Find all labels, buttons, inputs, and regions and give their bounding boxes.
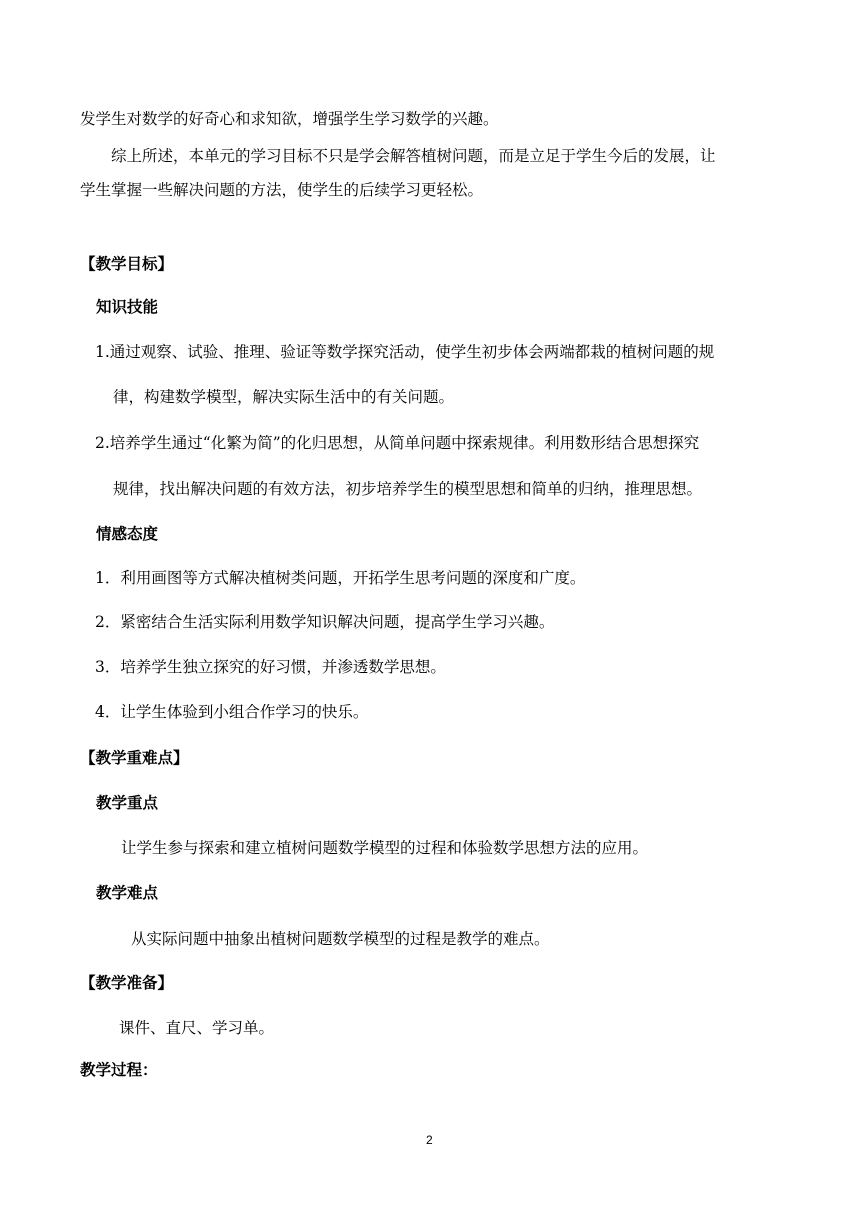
knowledge-item-2-line-1: 2.培养学生通过“化繁为简”的化归思想，从简单问题中探索规律。利用数形结合思想探究 <box>95 434 700 452</box>
emotion-item-1: 1．利用画图等方式解决植树类问题，开拓学生思考问题的深度和广度。 <box>95 569 586 587</box>
intro-line-3: 学生掌握一些解决问题的方法，使学生的后续学习更轻松。 <box>80 181 484 199</box>
difficulty-text: 从实际问题中抽象出植树问题数学模型的过程是教学的难点。 <box>131 930 550 948</box>
knowledge-item-2-line-2: 规律，找出解决问题的有效方法，初步培养学生的模型思想和简单的归纳，推理思想。 <box>113 480 703 498</box>
focus-text: 让学生参与探索和建立植树问题数学模型的过程和体验数学思想方法的应用。 <box>121 839 649 857</box>
page-number: 2 <box>426 1133 433 1147</box>
emotion-attitude-title: 情感态度 <box>96 525 159 543</box>
preparation-text: 课件、直尺、学习单。 <box>119 1019 275 1037</box>
key-points-heading: 【教学重难点】 <box>80 749 189 767</box>
process-heading: 教学过程： <box>80 1061 158 1079</box>
knowledge-skills-title: 知识技能 <box>96 298 159 316</box>
knowledge-item-1-line-1: 1.通过观察、试验、推理、验证等数学探究活动，使学生初步体会两端都栽的植树问题的规 <box>95 343 715 361</box>
emotion-item-2: 2．紧密结合生活实际利用数学知识解决问题，提高学生学习兴趣。 <box>95 613 555 631</box>
focus-title: 教学重点 <box>96 794 159 812</box>
teaching-goals-heading: 【教学目标】 <box>80 255 174 273</box>
intro-line-2: 综上所述，本单元的学习目标不只是学会解答植树问题，而是立足于学生今后的发展，让 <box>111 147 716 165</box>
emotion-item-4: 4．让学生体验到小组合作学习的快乐。 <box>95 703 369 721</box>
difficulty-title: 教学难点 <box>96 884 159 902</box>
emotion-item-3: 3．培养学生独立探究的好习惯，并渗透数学思想。 <box>95 658 446 676</box>
intro-line-1: 发学生对数学的好奇心和求知欲，增强学生学习数学的兴趣。 <box>80 110 499 128</box>
preparation-heading: 【教学准备】 <box>80 974 174 992</box>
knowledge-item-1-line-2: 律，构建数学模型，解决实际生活中的有关问题。 <box>113 388 455 406</box>
